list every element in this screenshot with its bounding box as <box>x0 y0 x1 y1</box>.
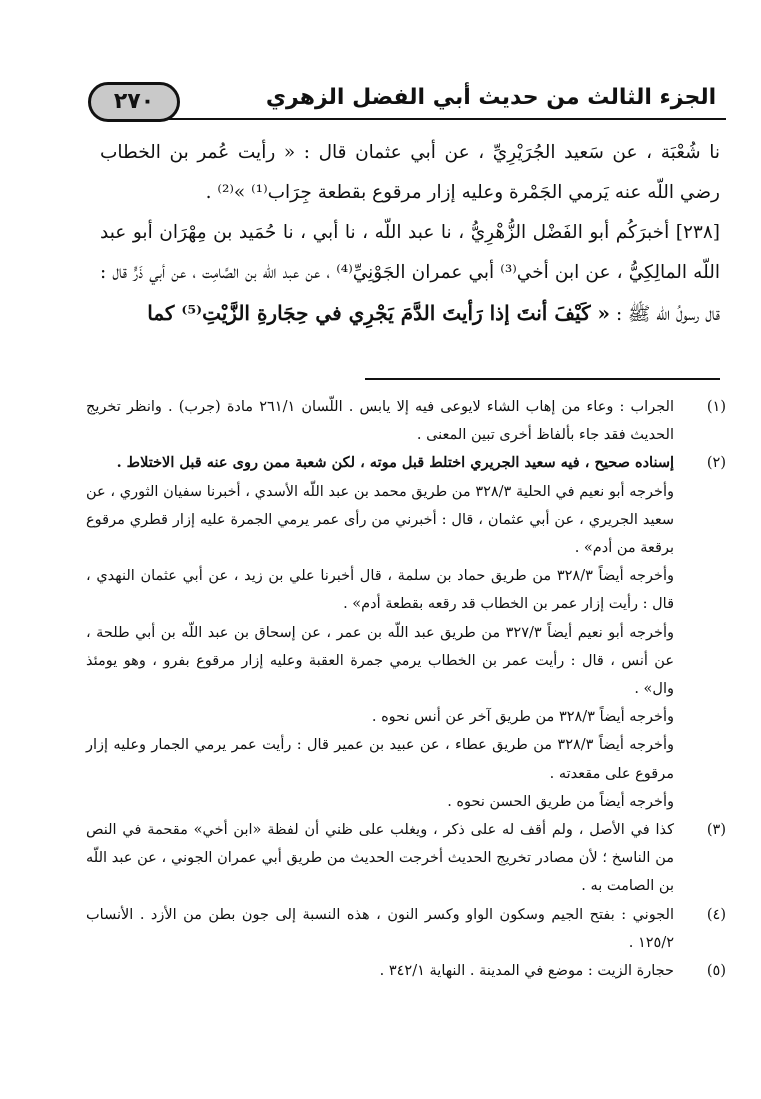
footnote-paragraph: وأخرجه أيضاً من طريق الحسن نحوه . <box>447 793 674 810</box>
footnote-paragraph: وأخرجه أيضاً ٣٢٨/٣ من طريق عطاء ، عن عبيد بن عمير قال : رأيت عمر يرمي الجمار وعليه إزار مرقوع على مقعدته . <box>86 737 674 782</box>
hadith-238-isnad <box>100 213 720 335</box>
footnote-3 <box>86 816 726 901</box>
footnote-number: (٤) <box>706 906 726 923</box>
footnote-text: حجارة الزيت : موضع في المدينة . النهاية ٣٤٢/١ . <box>379 963 674 980</box>
footnote-1 <box>86 393 726 449</box>
footnote-paragraph: وأخرجه أبو نعيم أيضاً ٣٢٧/٣ من طريق عبد اللّه بن عمر ، عن إسحاق بن عبد اللّه بن أبي طلحة ، عن أنس ، قال : رأيت عمر بن الخطاب يرمي جمرة العقبة وعليه إزار مرقوع بفرو ، وهو يومئذ وال» . <box>86 624 674 698</box>
footnote-4 <box>86 901 726 957</box>
header-rule <box>148 118 726 120</box>
main-text <box>100 133 720 335</box>
footnote-number: (١) <box>706 399 726 415</box>
footnote-separator <box>365 378 720 380</box>
footnote-text: الجوني : بفتح الجيم وسكون الواو وكسر النون ، هذه النسبة إلى جون بطن من الأزد . الأنساب ١٢٥/٢ . <box>86 906 674 951</box>
footnote-paragraph: وأخرجه أيضاً ٣٢٨/٣ من طريق آخر عن أنس نحوه . <box>371 709 674 726</box>
running-title: الجزء الثالث من حديث أبي الفضل الزهري <box>265 85 717 110</box>
footnote-number: (٢) <box>706 455 726 472</box>
footnote-text: الجراب : وعاء من إهاب الشاء لايوعى فيه إلا يابس . اللّسان ٢٦١/١ مادة (جرب) . وانظر تخريج الحديث فقد جاء بألفاظ أخرى تبين المعنى . <box>86 399 675 444</box>
footnote-2 <box>86 449 726 816</box>
footnote-5 <box>86 957 726 985</box>
hadith-238-matn: « كَيْفَ أنتَ إذا رَأيتَ الدَّمَ يَجْرِي في حِجَارةِ الزَّيْتِ⁽⁵⁾ كما <box>147 301 611 325</box>
hadith-238-chain: [٢٣٨] أخبرَكُم أبو الفَضْل الزُّهْرِيُّ ، نا عبد اللّه ، نا أبي ، نا حُمَيد بن مِهْرَان أبو عبد اللّه المالِكِيُّ ، عن ابن أخي⁽³⁾ أبي عمران الجَوْنِيِّ⁽⁴⁾ ، عن عبد اللّه بن الصَّامِت ، عن أبي ذَرٍّ قال : قال رسولُ اللّه ﷺ : <box>100 222 721 325</box>
hadith-237-continuation: نا شُعْبَة ، عن سَعيد الجُرَيْرِيِّ ، عن أبي عثمان قال : « رأيت عُمر بن الخطاب رضي اللّه عنه يَرمي الجَمْرة وعليه إزار مرقوع بقطعة جِرَاب⁽¹⁾ »⁽²⁾ . <box>100 142 720 203</box>
footnote-text: كذا في الأصل ، ولم أقف له على ذكر ، ويغلب على ظني أن لفظة «ابن أخي» مقحمة في النص من الناسخ ؛ لأن مصادر تخريج الحديث أخرجت الحديث من طريق أبي عمران الجوني ، عن عبد اللّه بن الصامت به . <box>86 822 674 895</box>
footnote-number: (٣) <box>706 822 726 839</box>
page-number-badge: ٢٧٠ <box>88 82 180 122</box>
footnote-paragraph: وأخرجه أيضاً ٣٢٨/٣ من طريق حماد بن سلمة ، قال أخبرنا علي بن زيد ، عن أبي عثمان النهدي ، قال : رأيت إزار عمر بن الخطاب قد رقعه بقطعة أدم» . <box>86 568 674 613</box>
page-header <box>88 78 726 122</box>
footnote-number: (٥) <box>706 963 726 980</box>
footnote-paragraph: وأخرجه أبو نعيم في الحلية ٣٢٨/٣ من طريق محمد بن عبد اللّه الأسدي ، أخبرنا سفيان الثوري ، عن سعيد الجريري ، عن أبي عثمان ، قال : أخبرني من رأى عمر يرمي الجمرة عليه إزار قطري مرقوع برقعة من أدم» . <box>86 483 674 557</box>
footnote-lead: إسناده صحيح ، فيه سعيد الجريري اختلط قبل موته ، لكن شعبة ممن روى عنه قبل الاختلاط . <box>116 454 674 472</box>
footnotes <box>86 393 726 985</box>
